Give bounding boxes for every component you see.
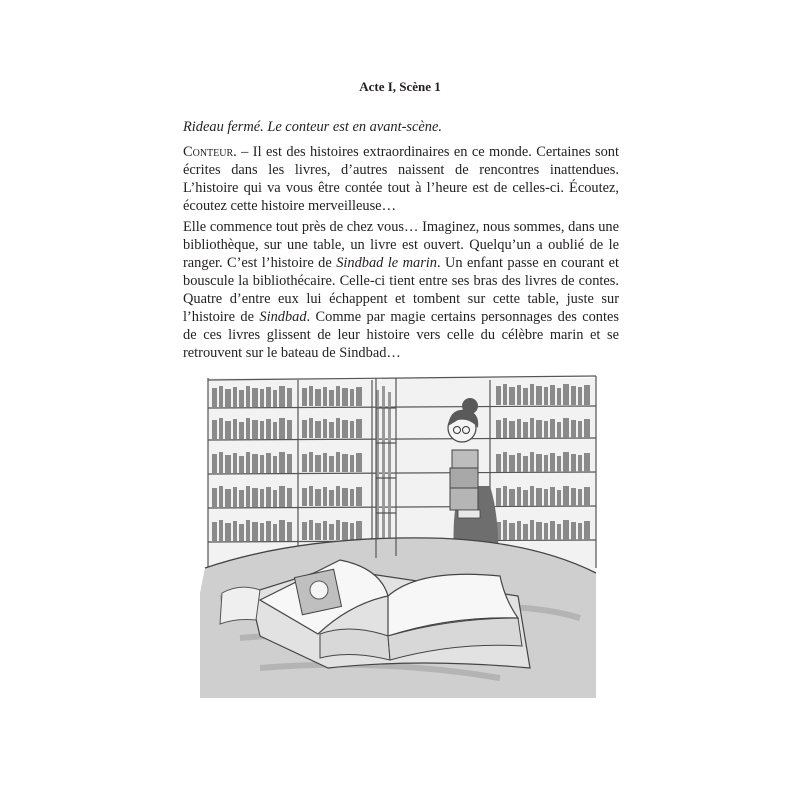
paragraph-text: – Il est des histoires extraordinaires en ce monde. Certaines sont écrites dans les livres, d’autres naissent de rencontres inattendues. L’histoire qui va vous être contée tout à l’heure est de celles-ci. Écoutez, écoutez cette histoire merveilleuse… [183,144,619,214]
book-title-sindbad: Sindbad [259,309,307,325]
library-illustration [200,368,600,698]
paragraph-text-part1: Elle commence tout près de chez vous… Imaginez, nous sommes, dans une bibliothèque, sur une table, un livre est ouvert. Quelqu’un a oublié de le ranger. C’est l’histoire de [183,219,619,271]
paragraph-story [183,218,619,362]
paragraph-conteur [183,143,619,215]
speaker-name: Conteur. [183,144,237,160]
stage-direction: Rideau fermé. Le conteur est en avant-scène. [183,119,442,135]
paragraph-text-part3: . Comme par magie certains personnages des contes de ces livres glissent de leur histoire vers celle du célèbre marin et se retrouvent sur le bateau de Sindbad… [183,309,619,361]
scene-heading: Acte I, Scène 1 [359,79,441,94]
book-title-sindbad-le-marin: Sindbad le marin [336,255,437,271]
paragraph-text-part2: . Un enfant passe en courant et bouscule la bibliothécaire. Celle-ci tient entre ses bras des livres de contes. Quatre d’entre eux lui échappent et tombent sur cette table, juste sur l’histoire de [183,255,619,325]
